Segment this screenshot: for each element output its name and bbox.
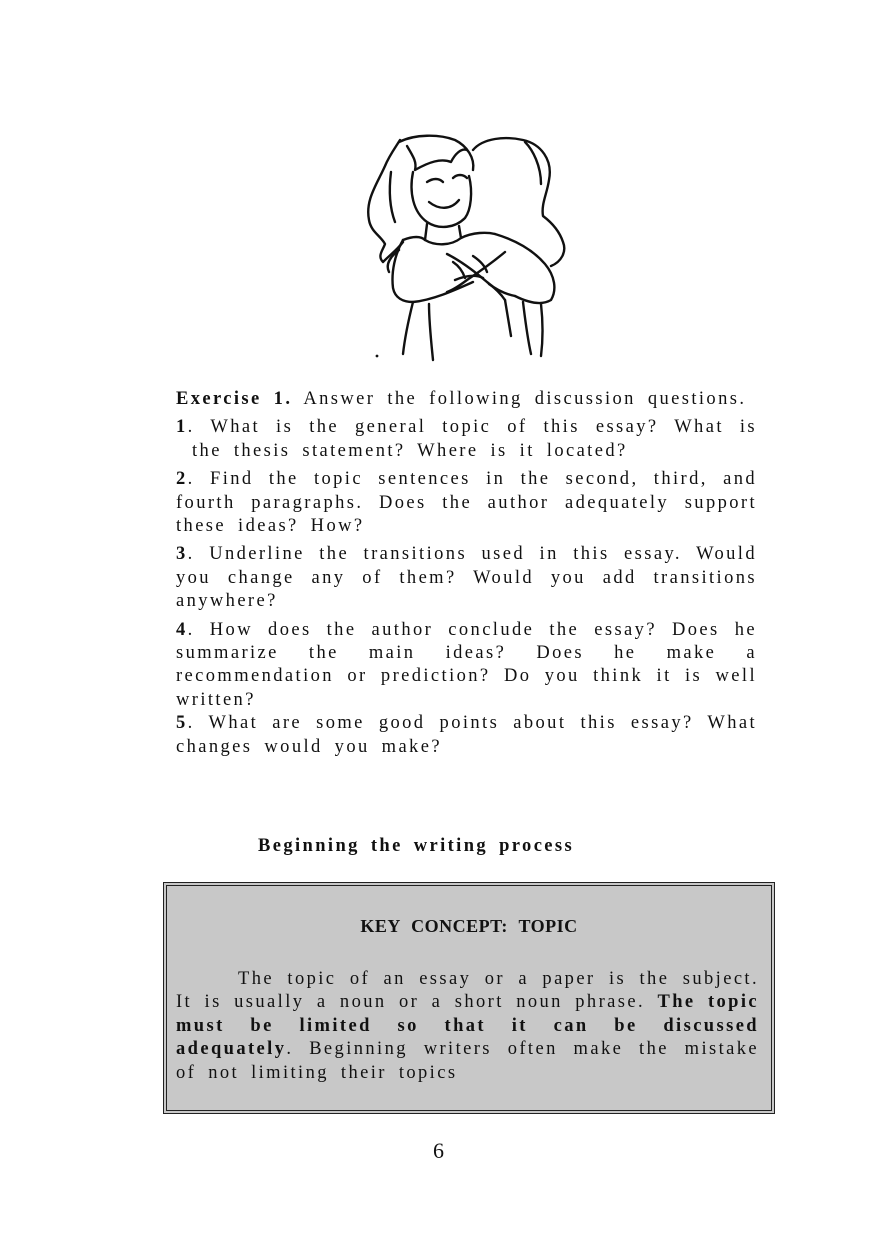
exercise-section	[176, 388, 757, 764]
question-3: 3. Underline the transitions used in this essay. Would you change any of them? Would you add transitions anywhere?	[176, 544, 757, 612]
exercise-intro	[176, 388, 757, 411]
hugging-illustration	[355, 132, 580, 364]
key-concept-box	[163, 882, 775, 1114]
question-text: Underline the transitions used in this essay. Would you change any of them? Would you add transitions anywhere?	[176, 544, 757, 612]
question-text: What are some good points about this essay? What changes would you make?	[176, 713, 758, 757]
question-text: How does the author conclude the essay? Does he summarize the main ideas? Does he make a recommendation or prediction? Do you think it is well written?	[176, 619, 757, 710]
key-concept-text-part-1: The topic of an essay or a paper is the subject. It is usually a noun or a short noun phrase.	[176, 969, 759, 1013]
question-number: 1	[176, 417, 188, 438]
torso	[403, 302, 413, 354]
question-1: 1. What is the general topic of this essay? What is the thesis statement? Where is it located?	[176, 417, 758, 461]
question-number: 4	[176, 619, 188, 640]
exercise-instructions: Answer the following discussion questions.	[303, 389, 747, 409]
page-number: 6	[433, 1138, 444, 1163]
question-2: 2. Find the topic sentences in the second, third, and fourth paragraphs. Does the author adequately support these ideas? How?	[176, 469, 757, 537]
question-number: 3	[176, 544, 188, 565]
question-text: What is the general topic of this essay? What is the thesis statement? Where is it located?	[192, 417, 758, 461]
section-heading: Beginning the writing process	[258, 836, 575, 856]
question-5: 5. What are some good points about this essay? What changes would you make?	[176, 713, 758, 757]
question-text: Find the topic sentences in the second, third, and fourth paragraphs. Does the author adequately support these ideas? How?	[176, 469, 757, 537]
key-concept-emphasis: The topic must be limited so that it can be discussed adequately	[176, 992, 760, 1060]
question-number: 2	[176, 469, 188, 490]
question-4: 4. How does the author conclude the essay? Does he summarize the main ideas? Does he make a recommendation or prediction? Do you think it is well written?	[176, 619, 757, 710]
exercise-label: Exercise 1.	[176, 389, 293, 409]
girl-hair	[368, 140, 403, 262]
question-number: 5	[176, 713, 188, 734]
key-concept-text	[176, 968, 759, 1085]
key-concept-title: KEY CONCEPT: TOPIC	[360, 916, 578, 936]
key-concept-text-part-2: . Beginning writers often make the mistake of not limiting their topics	[176, 1039, 759, 1083]
back-person-head	[473, 138, 564, 266]
